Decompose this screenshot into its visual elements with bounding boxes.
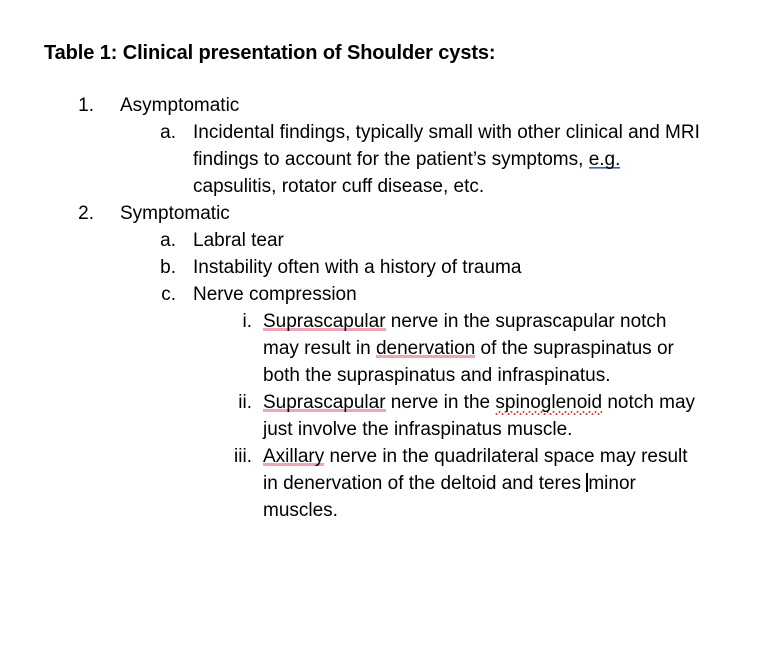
list-item (0, 119, 768, 200)
list-marker: b. (160, 257, 176, 278)
list-marker: iii. (234, 446, 252, 467)
text-segment: nerve in the quadrilateral space may result in denervation of the deltoid and teres (263, 446, 688, 494)
list-item (0, 308, 768, 389)
pink-underline-mark: Suprascapular (263, 392, 386, 413)
page-title: Table 1: Clinical presentation of Shoulder cysts: (44, 42, 496, 64)
text-segment: of the supraspinatus or both the supraspinatus and infraspinatus. (263, 338, 674, 386)
outline-list (0, 92, 768, 524)
list-marker: a. (160, 230, 176, 251)
list-item (0, 200, 768, 227)
list-item-text (263, 389, 704, 443)
list-item (0, 254, 768, 281)
list-item (0, 443, 768, 524)
list-marker: c. (161, 284, 176, 305)
list-item (0, 281, 768, 308)
list-marker: a. (160, 122, 176, 143)
list-item-text: Labral tear (193, 230, 284, 251)
grammar-underline-mark: e.g. (588, 149, 621, 170)
text-segment: nerve in the suprascapular notch may result in (263, 311, 667, 359)
list-item-text (263, 443, 704, 524)
list-marker: i. (242, 311, 252, 332)
list-item (0, 227, 768, 254)
list-item-text: Symptomatic (120, 203, 230, 224)
list-marker: ii. (238, 392, 252, 413)
list-item (0, 92, 768, 119)
list-marker: 1. (78, 95, 94, 116)
list-marker: 2. (78, 203, 94, 224)
text-segment: capsulitis, rotator cuff disease, etc. (193, 176, 485, 197)
spellcheck-squiggle-mark: spinoglenoid (495, 392, 603, 413)
text-segment: nerve in the (385, 392, 496, 413)
pink-underline-mark: Axillary (263, 446, 325, 467)
list-item-text: Instability often with a history of trauma (193, 257, 522, 278)
list-item-text: Nerve compression (193, 284, 357, 305)
list-item-text (193, 119, 702, 200)
text-segment: Incidental findings, typically small with other clinical and MRI findings to account for the patient’s symptoms, (193, 122, 700, 170)
list-item-text (263, 308, 704, 389)
list-item (0, 389, 768, 443)
text-segment: notch may just involve the infraspinatus muscle. (263, 392, 696, 440)
pink-underline-mark: denervation (375, 338, 476, 359)
list-item-text: Asymptomatic (120, 95, 240, 116)
text-segment: minor muscles. (263, 473, 636, 521)
pink-underline-mark: Suprascapular (263, 311, 386, 332)
